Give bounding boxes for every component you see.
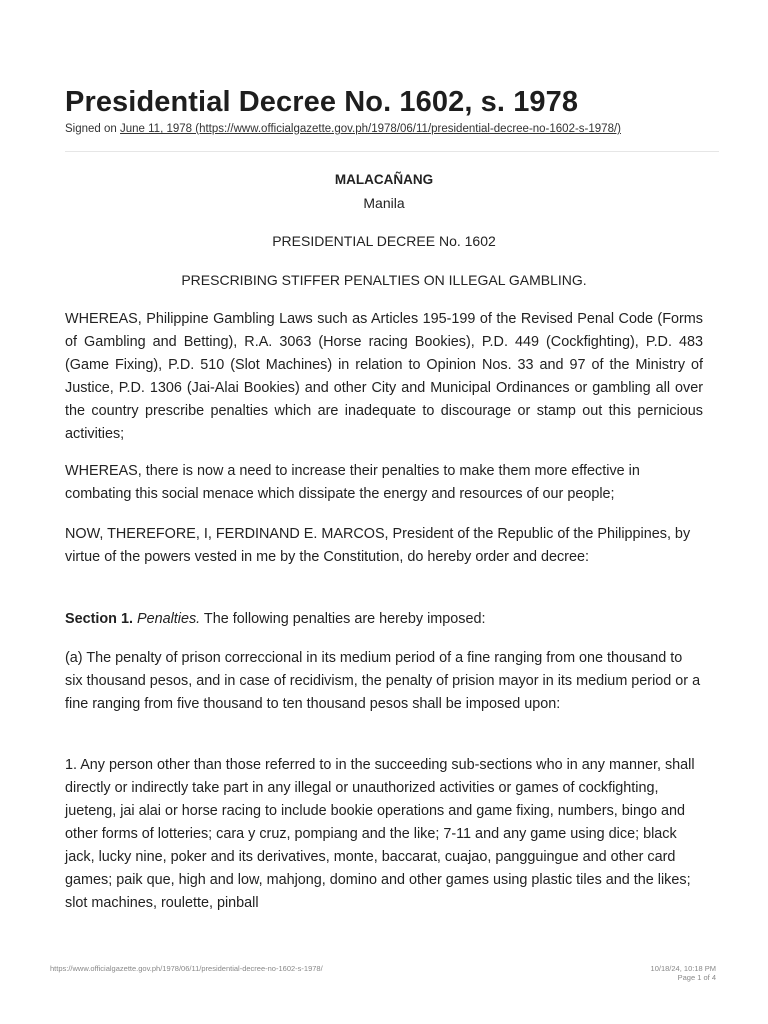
footer-url: https://www.officialgazette.gov.ph/1978/06/11/presidential-decree-no-1602-s-1978/ — [50, 964, 323, 973]
signed-line — [65, 123, 621, 135]
decree-heading: PRESIDENTIAL DECREE No. 1602 — [272, 233, 496, 249]
office-heading: MALACAÑANG — [334, 172, 434, 187]
footer-timestamp: 10/18/24, 10:18 PM — [650, 964, 716, 973]
city-heading: Manila — [363, 195, 405, 211]
footer-meta — [651, 964, 716, 982]
section-1-text: The following penalties are hereby imposed: — [200, 611, 486, 627]
paragraph-a: (a) The penalty of prison correccional in its medium period of a fine ranging from one thousand to six thousand pesos, and in case of recidivism, the penalty of prision mayor in its medium period or a fine ranging from five thousand to ten thousand pesos shall be imposed upon: — [65, 650, 701, 712]
page-title: Presidential Decree No. 1602, s. 1978 — [65, 86, 579, 118]
signed-date-link[interactable]: June 11, 1978 (https://www.officialgazette.gov.ph/1978/06/11/presidential-decree-no-1602-s-1978/) — [120, 123, 621, 135]
signed-prefix: Signed on — [65, 123, 120, 135]
item-1-paragraph: 1. Any person other than those referred to in the succeeding sub-sections who in any manner, shall directly or indirectly take part in any illegal or unauthorized activities or games of cockfighting, jueteng, jai alai or horse racing to include bookie operations and game fixing, numbers, bingo and other forms of lotteries; cara y cruz, pompiang and the like; 7-11 and any game using dice; black jack, lucky nine, poker and its derivatives, monte, baccarat, cuajao, pangguingue and other card games; paik que, high and low, mahjong, domino and other games using plastic tiles and the likes; slot machines, roulette, pinball — [65, 757, 695, 911]
footer-page-number: Page 1 of 4 — [677, 973, 716, 982]
header-divider — [65, 151, 719, 152]
section-1-label: Section 1. — [65, 611, 133, 627]
whereas-paragraph-1: WHEREAS, Philippine Gambling Laws such as Articles 195-199 of the Revised Penal Code (Forms of Gambling and Betting), R.A. 3063 (Horse racing Bookies), P.D. 449 (Cockfighting), P.D. 483 (Game Fixing), P.D. 510 (Slot Machines) in relation to Opinion Nos. 33 and 97 of the Ministry of Justice, P.D. 1306 (Jai-Alai Bookies) and other City and Municipal Ordinances or gambling all over the country prescribe penalties which are inadequate to discourage or stamp out this pernicious activities; — [65, 311, 703, 442]
whereas-paragraph-2: WHEREAS, there is now a need to increase their penalties to make them more effective in combating this social menace which dissipate the energy and resources of our people; — [65, 463, 640, 502]
decree-subject: PRESCRIBING STIFFER PENALTIES ON ILLEGAL GAMBLING. — [181, 272, 587, 288]
section-1-title: Penalties. — [136, 611, 201, 627]
now-therefore-paragraph: NOW, THEREFORE, I, FERDINAND E. MARCOS, President of the Republic of the Philippines, by virtue of the powers vested in me by the Constitution, do hereby order and decree: — [65, 526, 691, 565]
section-1-paragraph — [65, 608, 703, 631]
